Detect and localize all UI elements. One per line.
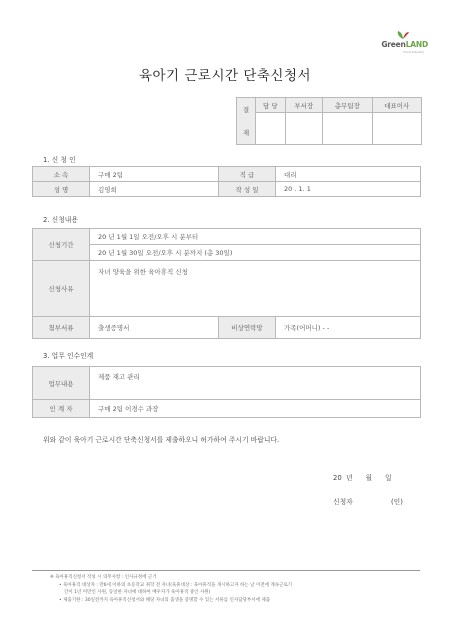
logo-subtitle: Food Industry bbox=[403, 50, 424, 54]
handover-value[interactable]: 구매 2팀 이경수 과장 bbox=[90, 400, 421, 418]
notes-box bbox=[32, 570, 420, 613]
applicant-table bbox=[32, 166, 421, 197]
note-line-2: • 육아휴직 대상자 : 만6세 이하의 초등학교 취학 전 자녀(육휴대상 : 육아휴직을 개시하고자 하는 날 이전에 계속근로기 bbox=[59, 583, 293, 588]
period-from[interactable]: 20 년 1월 1일 오전/오후 시 분부터 bbox=[90, 229, 421, 245]
company-logo bbox=[358, 30, 428, 56]
note-line-4: • 제출기한 : 30일전까지 육아휴직신청서와 해당 자녀의 출생을 증명할 수 있는 서류를 인사담당부서에 제출 bbox=[59, 598, 271, 603]
approval-side-label: 결 재 bbox=[237, 98, 256, 145]
approval-header-dept: 부서장 bbox=[285, 98, 323, 113]
section3-heading: 3. 업무 인수인계 bbox=[43, 352, 94, 360]
contact-label: 비상연락망 bbox=[219, 317, 276, 339]
rank-label: 직 급 bbox=[219, 167, 276, 182]
date-label: 작 성 일 bbox=[219, 182, 276, 197]
applicant-label: 신청자 bbox=[333, 498, 353, 506]
reason-label: 신청사유 bbox=[33, 261, 90, 317]
document-title: 육아기 근로시간 단축신청서 bbox=[138, 68, 312, 84]
statement: 위와 같이 육아기 근로시간 단축신청서를 제출하오니 허가하여 주시기 바랍니다. bbox=[43, 436, 280, 444]
approval-header-ceo: 대표이사 bbox=[372, 98, 421, 113]
date-line: 20 년 월 일 bbox=[333, 474, 392, 482]
section2-heading: 2. 신청내용 bbox=[43, 216, 78, 224]
dept-label: 소 속 bbox=[33, 167, 90, 182]
duty-value[interactable]: 제품 재고 관리 bbox=[90, 367, 421, 400]
handover-table bbox=[32, 366, 421, 418]
attach-value[interactable]: 출생증명서 bbox=[90, 317, 219, 339]
request-table bbox=[32, 228, 421, 339]
name-value[interactable]: 김영희 bbox=[90, 182, 219, 197]
contact-value[interactable]: 가족(어머니) - - bbox=[276, 317, 421, 339]
attach-label: 첨부서류 bbox=[33, 317, 90, 339]
approval-sign-ceo[interactable] bbox=[372, 113, 421, 145]
dept-value[interactable]: 구매 2팀 bbox=[90, 167, 219, 182]
approval-table bbox=[236, 97, 422, 145]
handover-label: 인 계 자 bbox=[33, 400, 90, 418]
approval-sign-gm[interactable] bbox=[323, 113, 372, 145]
approval-header-gm: 총무팀장 bbox=[323, 98, 372, 113]
section1-heading: 1. 신 청 인 bbox=[43, 156, 76, 164]
date-value[interactable]: 20 . 1. 1 bbox=[276, 182, 421, 197]
duty-label: 업무내용 bbox=[33, 367, 90, 400]
approval-sign-dept[interactable] bbox=[285, 113, 323, 145]
approval-sign-staff[interactable] bbox=[256, 113, 286, 145]
logo-text: GreenLAND bbox=[381, 40, 428, 49]
period-to[interactable]: 20 년 1월 30일 오전/오후 시 분까지 (총 30일) bbox=[90, 245, 421, 261]
reason-value[interactable]: 자녀 양육을 위한 육아휴직 신청 bbox=[90, 261, 421, 317]
note-line-1: ※ 육아휴직신청서 작성 시 의무사항 : 인사규정에 근거 bbox=[50, 575, 157, 580]
note-line-3: 간이 1년 미만인 사원, 동일한 자녀에 대하여 배우자가 육아휴직 중인 사원) bbox=[64, 590, 211, 595]
period-label: 신청기간 bbox=[33, 229, 90, 261]
rank-value[interactable]: 대리 bbox=[276, 167, 421, 182]
approval-header-staff: 담 당 bbox=[256, 98, 286, 113]
name-label: 성 명 bbox=[33, 182, 90, 197]
leaf-icon bbox=[396, 30, 410, 40]
seal-mark: (인) bbox=[391, 498, 403, 506]
